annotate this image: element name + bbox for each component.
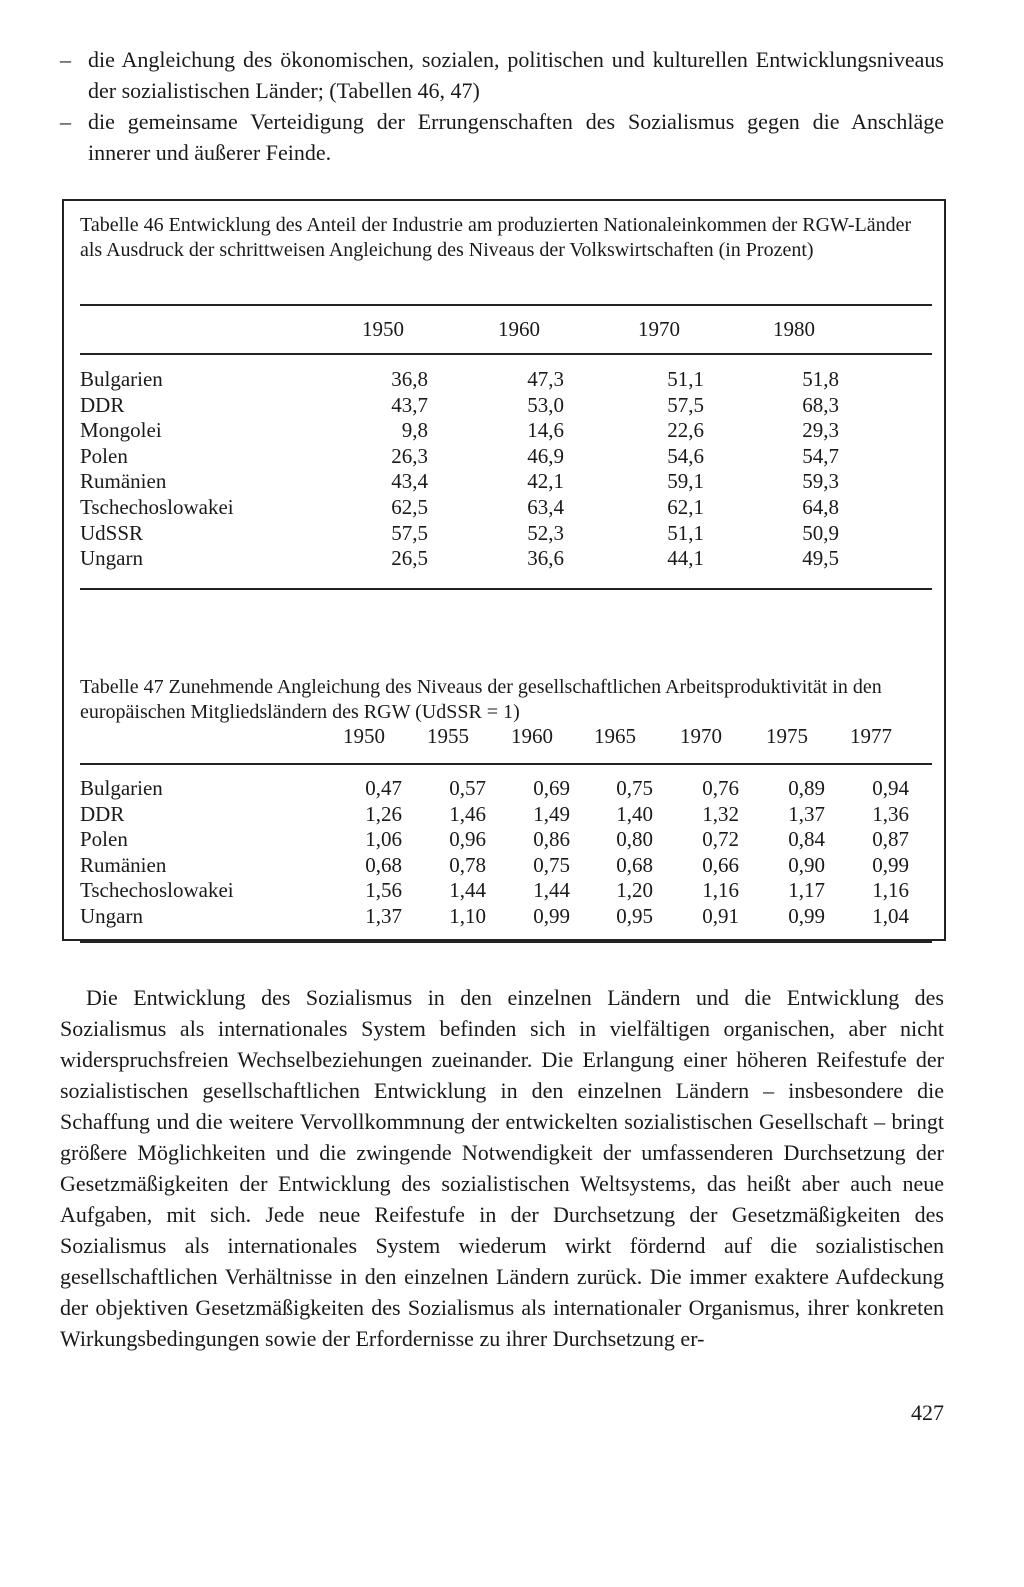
row-country: Tschechoslowakei xyxy=(80,495,234,519)
row-country: Ungarn xyxy=(80,904,143,928)
table-row xyxy=(80,418,932,444)
dash-marker: – xyxy=(60,47,71,72)
table-rule xyxy=(80,353,932,355)
table-cell: 1,36 xyxy=(872,801,909,826)
table-cell: 0,91 xyxy=(702,904,739,928)
table-cell: 1,32 xyxy=(702,801,739,826)
table-cell: 1,06 xyxy=(365,827,402,852)
table-cell: 0,66 xyxy=(702,852,739,877)
table-cell: 1,04 xyxy=(872,904,909,928)
table-row xyxy=(80,495,932,521)
table-cell: 0,86 xyxy=(533,827,570,852)
row-country: Mongolei xyxy=(80,418,162,443)
table-cell: 1,37 xyxy=(365,904,402,928)
table-cell: 22,6 xyxy=(667,418,704,443)
table-row xyxy=(80,444,932,470)
table-cell: 0,47 xyxy=(365,776,402,800)
table-cell: 1,17 xyxy=(788,878,825,903)
column-header-year: 1975 xyxy=(766,724,808,748)
table-cell: 44,1 xyxy=(667,546,704,571)
table-cell: 0,75 xyxy=(616,776,653,800)
table-cell: 26,5 xyxy=(391,546,428,571)
table-cell: 54,6 xyxy=(667,443,704,468)
list-item xyxy=(60,44,944,106)
table-row xyxy=(80,393,932,419)
table-row xyxy=(80,521,932,547)
table-cell: 68,3 xyxy=(802,392,839,417)
table-cell: 1,37 xyxy=(788,801,825,826)
table-cell: 57,5 xyxy=(667,392,704,417)
table-row xyxy=(80,546,932,572)
list-item-text: die gemeinsame Verteidigung der Errungenschaften des Sozialismus gegen die Anschläge innerer und äußerer Feinde. xyxy=(88,109,944,165)
table-cell: 51,8 xyxy=(802,367,839,391)
table-cell: 0,99 xyxy=(788,904,825,928)
table-cell: 1,10 xyxy=(449,904,486,928)
table-row xyxy=(80,827,932,853)
table-cell: 64,8 xyxy=(802,495,839,519)
column-header-year: 1970 xyxy=(680,724,722,748)
table-cell: 0,76 xyxy=(702,776,739,800)
table-cell: 59,1 xyxy=(667,469,704,494)
table-cell: 63,4 xyxy=(527,495,564,519)
row-country: Bulgarien xyxy=(80,776,163,800)
table-cell: 0,69 xyxy=(533,776,570,800)
tables-frame xyxy=(62,199,946,941)
column-header-year: 1970 xyxy=(638,317,680,341)
table-cell: 0,94 xyxy=(872,776,909,800)
page-number: 427 xyxy=(911,1400,944,1425)
table-cell: 57,5 xyxy=(391,520,428,545)
table-cell: 1,46 xyxy=(449,801,486,826)
table-cell: 0,68 xyxy=(616,852,653,877)
table-cell: 0,72 xyxy=(702,827,739,852)
table-cell: 0,90 xyxy=(788,852,825,877)
table-cell: 36,8 xyxy=(391,367,428,391)
row-country: Polen xyxy=(80,827,128,852)
table-cell: 1,49 xyxy=(533,801,570,826)
table-cell: 0,87 xyxy=(872,827,909,852)
table-row xyxy=(80,853,932,879)
table-cell: 29,3 xyxy=(802,418,839,443)
list-item xyxy=(60,106,944,168)
body-paragraph: Die Entwicklung des Sozialismus in den einzelnen Ländern und die Entwicklung des Sozialismus als internationales System befinden sich in vielfältigen organischen, aber nicht widerspruchsfreien Wechselbeziehungen zueinander. Die Erlangung einer höheren Reifestufe der sozialistischen gesellschaftlichen Entwicklung in den einzelnen Ländern – insbesondere die Schaffung und die weitere Vervollkommnung der entwickelten sozialistischen Gesellschaft – bringt größere Möglichkeiten und die zwingende Notwendigkeit der umfassenderen Durchsetzung der Gesetzmäßigkeiten der Entwicklung des sozialistischen Weltsystems, das heißt aber auch neue Aufgaben, mit sich. Jede neue Reifestufe in der Durchsetzung der Gesetzmäßigkeiten des Sozialismus als internationales System wiederum wirkt fördernd auf die sozialistischen gesellschaftlichen Verhältnisse in den einzelnen Ländern zurück. Die immer exaktere Aufdeckung der objektiven Gesetzmäßigkeiten des Sozialismus als internationaler Organismus, ihrer konkreten Wirkungsbedingungen sowie der Erfordernisse zu ihrer Durchsetzung er- xyxy=(60,985,944,1351)
table-header-row xyxy=(80,724,932,750)
table-cell: 0,57 xyxy=(449,776,486,800)
table-47-caption: Tabelle 47 Zunehmende Angleichung des Niveaus der gesellschaftlichen Arbeitsproduktivität in den europäischen Mitgliedsländern des RGW (UdSSR = 1) xyxy=(80,676,882,723)
row-country: DDR xyxy=(80,801,125,826)
table-cell: 47,3 xyxy=(527,367,564,391)
table-cell: 0,99 xyxy=(872,852,909,877)
column-header-year: 1950 xyxy=(343,724,385,748)
table-cell: 0,80 xyxy=(616,827,653,852)
list-item-text: die Angleichung des ökonomischen, sozialen, politischen und kulturellen Entwicklungsniveaus der sozialistischen Länder; (Tabellen 46, 47) xyxy=(88,47,944,103)
table-cell: 0,89 xyxy=(788,776,825,800)
row-country: Ungarn xyxy=(80,546,143,571)
table-rule xyxy=(80,304,932,306)
table-cell: 26,3 xyxy=(391,443,428,468)
table-cell: 0,68 xyxy=(365,852,402,877)
table-cell: 50,9 xyxy=(802,520,839,545)
table-46-caption: Tabelle 46 Entwicklung des Anteil der Industrie am produzierten Nationaleinkommen der RGW-Länder als Ausdruck der schrittweisen Angleichung des Niveaus der Volkswirtschaften (in Prozent) xyxy=(80,214,912,261)
column-header-year: 1977 xyxy=(850,724,892,748)
table-cell: 1,56 xyxy=(365,878,402,903)
table-cell: 14,6 xyxy=(527,418,564,443)
table-cell: 0,99 xyxy=(533,904,570,928)
table-cell: 62,1 xyxy=(667,495,704,519)
table-row xyxy=(80,469,932,495)
table-cell: 54,7 xyxy=(802,443,839,468)
table-cell: 62,5 xyxy=(391,495,428,519)
row-country: Polen xyxy=(80,443,128,468)
dash-marker: – xyxy=(60,109,71,134)
row-country: Rumänien xyxy=(80,852,167,877)
table-row xyxy=(80,776,932,802)
table-rule xyxy=(80,941,932,943)
table-rule xyxy=(80,588,932,590)
column-header-year: 1965 xyxy=(594,724,636,748)
table-cell: 36,6 xyxy=(527,546,564,571)
column-header-year: 1980 xyxy=(773,317,815,341)
table-header-row xyxy=(80,317,932,343)
column-header-year: 1950 xyxy=(362,317,404,341)
table-cell: 43,4 xyxy=(391,469,428,494)
table-cell: 49,5 xyxy=(802,546,839,571)
table-cell: 51,1 xyxy=(667,520,704,545)
table-cell: 53,0 xyxy=(527,392,564,417)
intro-list xyxy=(60,44,944,168)
row-country: Tschechoslowakei xyxy=(80,878,234,903)
table-cell: 42,1 xyxy=(527,469,564,494)
column-header-year: 1955 xyxy=(427,724,469,748)
table-cell: 9,8 xyxy=(401,418,428,443)
table-cell: 1,40 xyxy=(616,801,653,826)
table-cell: 46,9 xyxy=(527,443,564,468)
table-cell: 59,3 xyxy=(802,469,839,494)
table-row xyxy=(80,904,932,930)
table-cell: 52,3 xyxy=(527,520,564,545)
row-country: DDR xyxy=(80,392,125,417)
table-cell: 43,7 xyxy=(391,392,428,417)
table-cell: 0,95 xyxy=(616,904,653,928)
row-country: Rumänien xyxy=(80,469,167,494)
table-row xyxy=(80,802,932,828)
row-country: UdSSR xyxy=(80,520,144,545)
table-cell: 0,75 xyxy=(533,852,570,877)
table-cell: 0,78 xyxy=(449,852,486,877)
table-cell: 1,16 xyxy=(872,878,909,903)
table-cell: 0,96 xyxy=(449,827,486,852)
column-header-year: 1960 xyxy=(511,724,553,748)
table-cell: 1,26 xyxy=(365,801,402,826)
column-header-year: 1960 xyxy=(498,317,540,341)
table-row xyxy=(80,878,932,904)
table-row xyxy=(80,367,932,393)
table-cell: 1,44 xyxy=(533,878,570,903)
table-rule xyxy=(80,763,932,765)
table-cell: 1,20 xyxy=(616,878,653,903)
table-cell: 51,1 xyxy=(667,367,704,391)
row-country: Bulgarien xyxy=(80,367,163,391)
table-cell: 0,84 xyxy=(788,827,825,852)
table-cell: 1,16 xyxy=(702,878,739,903)
table-cell: 1,44 xyxy=(449,878,486,903)
